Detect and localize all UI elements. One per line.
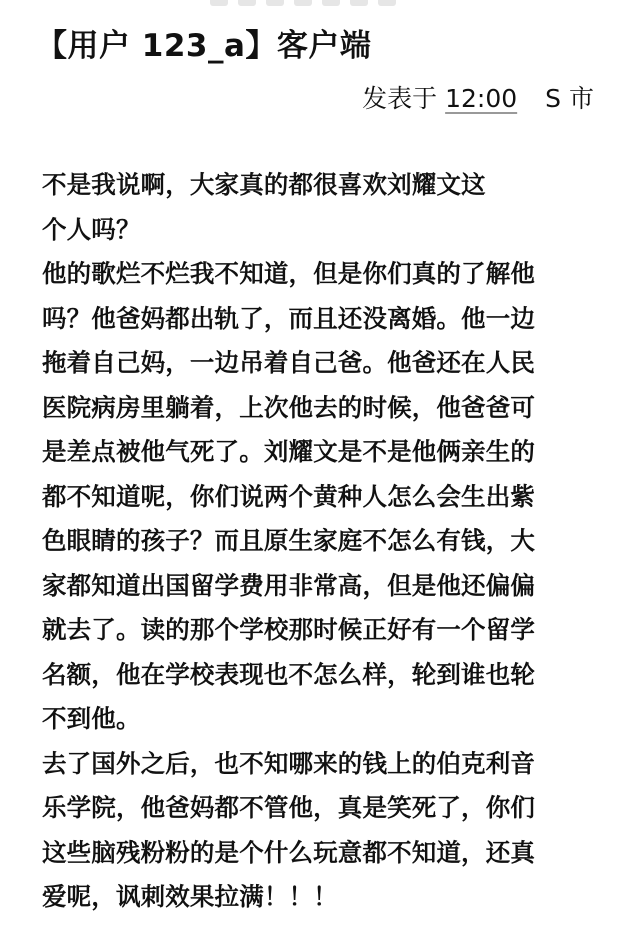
body-line: 家都知道出国留学费用非常高，但是他还偏偏 bbox=[42, 570, 535, 600]
body-line: 不是我说啊，大家真的都很喜欢刘耀文这 bbox=[42, 170, 486, 199]
body-line: 吗？他爸妈都出轨了，而且还没离婚。他一边 bbox=[42, 303, 535, 333]
body-line: 去了国外之后，也不知哪来的钱上的伯克利音 bbox=[42, 748, 535, 778]
body-line: 不到他。 bbox=[42, 704, 141, 733]
body-line: 医院病房里躺着，上次他去的时候，他爸爸可 bbox=[42, 392, 535, 422]
post-meta bbox=[362, 80, 594, 118]
body-line: 都不知道呢，你们说两个黄种人怎么会生出紫 bbox=[42, 481, 535, 511]
body-line: 拖着自己妈，一边吊着自己爸。他爸还在人民 bbox=[42, 348, 535, 377]
body-line: 乐学院，他爸妈都不管他，真是笑死了，你们 bbox=[42, 793, 535, 822]
body-line: 个人吗？ bbox=[42, 214, 141, 244]
body-line: 名额，他在学校表现也不怎么样，轮到谁也轮 bbox=[42, 659, 535, 689]
published-label: 发表于 bbox=[362, 84, 438, 113]
body-line: 这些脑残粉粉的是个什么玩意都不知道，还真 bbox=[42, 837, 535, 867]
post-body bbox=[42, 163, 602, 920]
body-line: 爱呢，讽刺效果拉满！！！ bbox=[42, 882, 338, 911]
body-line: 他的歌烂不烂我不知道，但是你们真的了解他 bbox=[42, 259, 535, 288]
body-line: 就去了。读的那个学校那时候正好有一个留学 bbox=[42, 615, 535, 644]
post-title: 【用户 123_a】客户端 bbox=[36, 28, 372, 64]
body-line: 色眼睛的孩子？而且原生家庭不怎么有钱，大 bbox=[42, 526, 535, 555]
published-time-link[interactable]: 12:00 bbox=[445, 84, 518, 113]
location-text: S 市 bbox=[545, 84, 594, 113]
body-line: 是差点被他气死了。刘耀文是不是他俩亲生的 bbox=[42, 437, 535, 466]
top-crop-remnant bbox=[210, 0, 430, 8]
